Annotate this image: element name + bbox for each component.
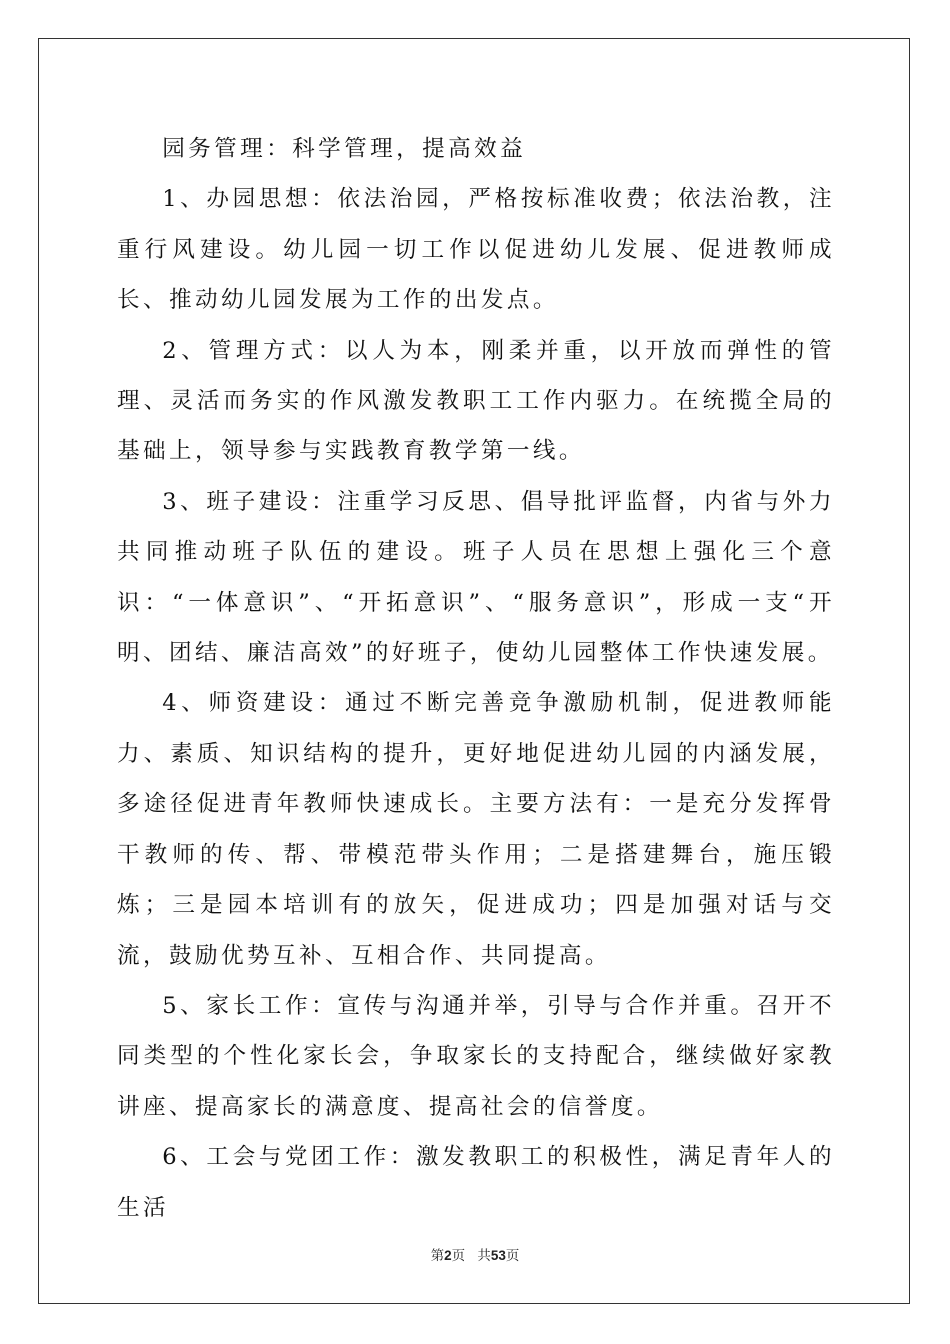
total-suffix: 页 (505, 1248, 520, 1264)
paragraph-6: 6、工会与党团工作：激发教职工的积极性，满足青年人的生活 (117, 1144, 835, 1221)
total-prefix: 共 (477, 1248, 491, 1264)
page-footer (0, 1246, 950, 1266)
page-prefix: 第 (430, 1248, 445, 1264)
page-number: 2 (444, 1248, 452, 1263)
total-pages: 53 (490, 1248, 506, 1263)
paragraph-1: 1、办园思想：依法治园，严格按标准收费；依法治教，注重行风建设。幼儿园一切工作以促进幼儿发展、促进教师成长、推动幼儿园发展为工作的出发点。 (117, 186, 835, 314)
page-suffix: 页 (451, 1248, 466, 1264)
paragraph-4: 4、师资建设：通过不断完善竞争激励机制，促进教师能力、素质、知识结构的提升，更好地促进幼儿园的内涵发展，多途径促进青年教师快速成长。主要方法有：一是充分发挥骨干教师的传、帮、带模范带头作用；二是搭建舞台，施压锻炼；三是园本培训有的放矢，促进成功；四是加强对话与交流，鼓励优势互补、互相合作、共同提高。 (117, 690, 835, 969)
page-indicator (431, 1248, 466, 1264)
paragraph-3: 3、班子建设：注重学习反思、倡导批评监督，内省与外力共同推动班子队伍的建设。班子人员在思想上强化三个意识：“一体意识”、“开拓意识”、“服务意识”，形成一支“开明、团结、廉洁高效”的好班子，使幼儿园整体工作快速发展。 (117, 488, 835, 667)
paragraph-5: 5、家长工作：宣传与沟通并举，引导与合作并重。召开不同类型的个性化家长会，争取家长的支持配合，继续做好家教讲座、提高家长的满意度、提高社会的信誉度。 (117, 992, 835, 1120)
paragraph-2: 2、管理方式：以人为本，刚柔并重，以开放而弹性的管理、灵活而务实的作风激发教职工工作内驱力。在统揽全局的基础上，领导参与实践教育教学第一线。 (117, 337, 835, 465)
document-body (117, 124, 835, 1233)
total-indicator (477, 1248, 519, 1264)
section-heading: 园务管理：科学管理，提高效益 (162, 136, 527, 162)
